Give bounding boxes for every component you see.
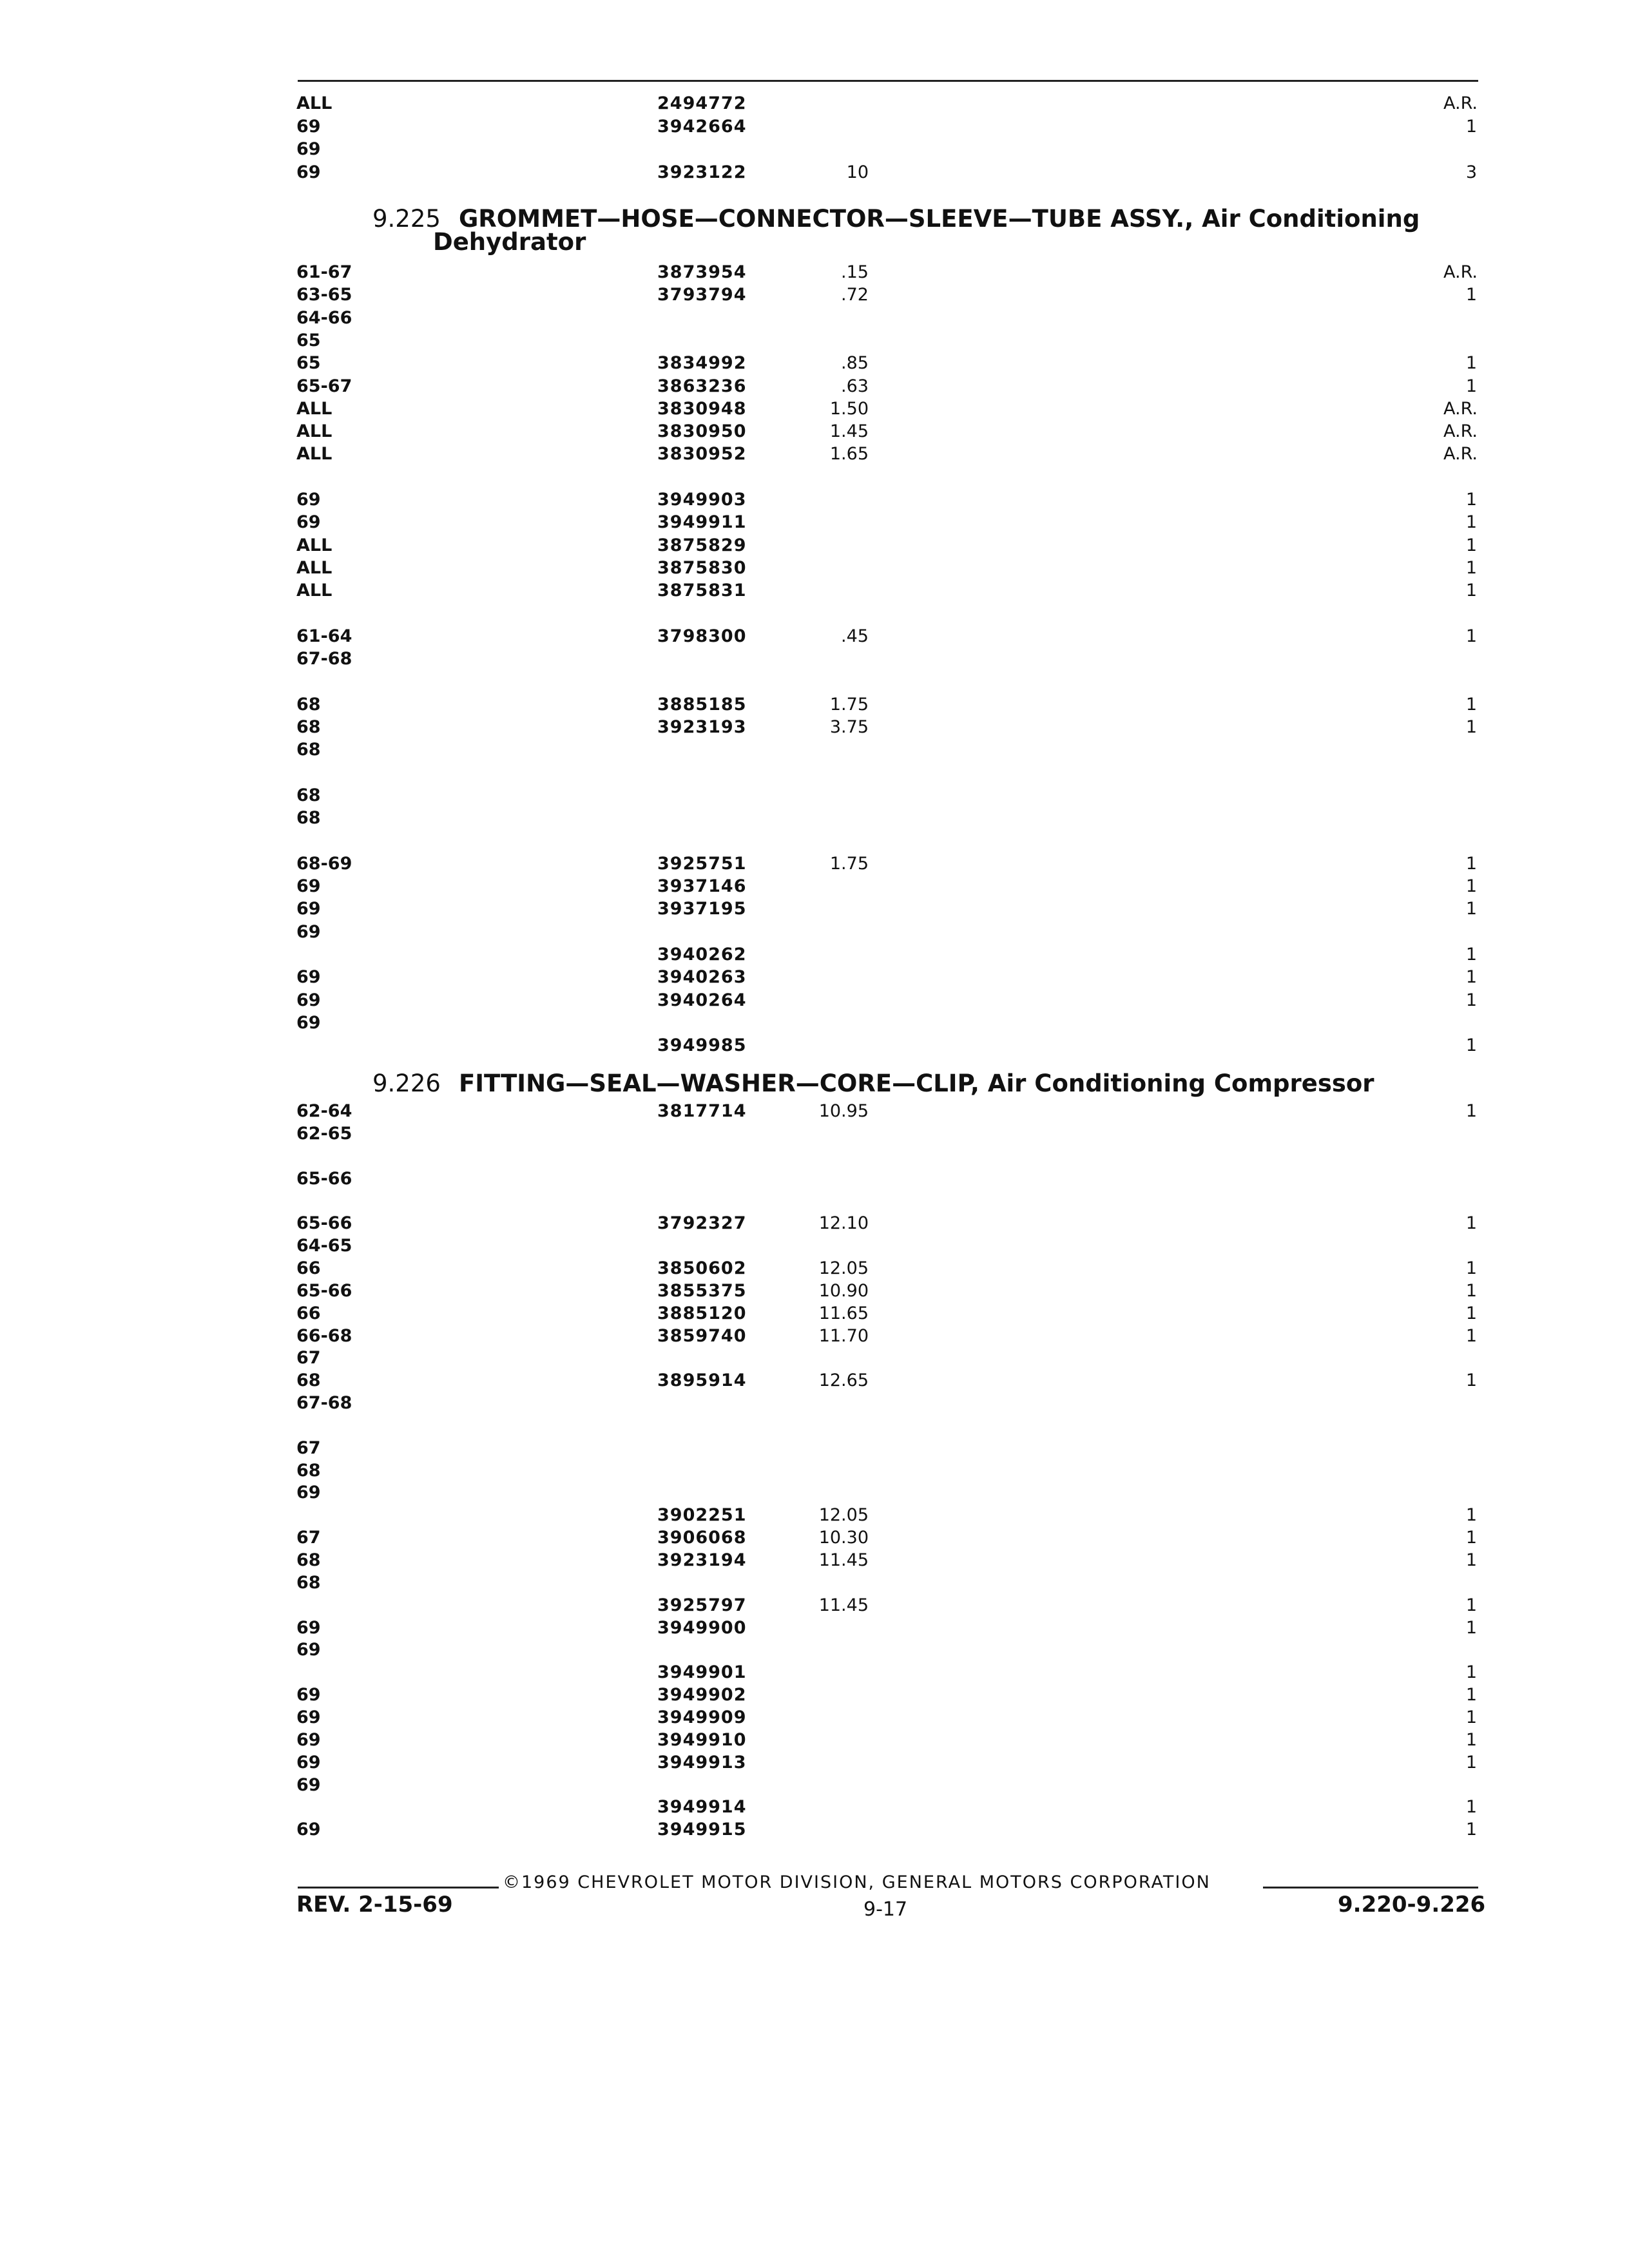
parts-row (0, 1460, 1629, 1482)
year-cell: 66 (296, 1303, 321, 1323)
part-number-cell: 3949903 (657, 490, 747, 510)
parts-row (0, 1617, 1629, 1639)
year-cell: 68 (296, 785, 321, 805)
year-cell: 69 (296, 1774, 321, 1795)
part-number-cell: 3793794 (657, 285, 747, 305)
parts-row (0, 1392, 1629, 1414)
parts-row (0, 1662, 1629, 1684)
price-cell: 10.90 (818, 1280, 869, 1301)
parts-row (0, 307, 1629, 329)
page-number: 9-17 (863, 1898, 908, 1921)
quantity-cell: 1 (1465, 967, 1477, 988)
year-cell: 67-68 (296, 1393, 352, 1414)
price-cell: 10.95 (818, 1101, 869, 1121)
quantity-cell: A.R. (1443, 262, 1478, 282)
quantity-cell: 1 (1465, 490, 1477, 510)
year-cell: 69 (296, 1729, 321, 1750)
parts-row (0, 1684, 1629, 1706)
parts-row (0, 626, 1629, 648)
parts-row (0, 1190, 1629, 1212)
parts-row (0, 1437, 1629, 1459)
part-number-cell: 3875829 (657, 535, 747, 555)
quantity-cell: A.R. (1443, 444, 1478, 465)
quantity-cell: 1 (1465, 1035, 1477, 1056)
parts-row (0, 853, 1629, 875)
quantity-cell: 1 (1465, 557, 1477, 578)
year-cell: 65-67 (296, 376, 352, 396)
parts-row (0, 1235, 1629, 1257)
quantity-cell: 1 (1465, 1662, 1477, 1683)
year-cell: ALL (296, 444, 333, 465)
year-cell: 69 (296, 1820, 321, 1840)
part-number-cell: 3859740 (657, 1325, 747, 1346)
year-cell: 69 (296, 1012, 321, 1033)
quantity-cell: 1 (1465, 353, 1477, 374)
price-cell: 10.30 (818, 1528, 869, 1548)
parts-row (0, 535, 1629, 557)
quantity-cell: 1 (1465, 876, 1477, 897)
parts-row (0, 671, 1629, 693)
quantity-cell: 1 (1465, 1797, 1477, 1818)
quantity-cell: 1 (1465, 285, 1477, 305)
quantity-cell: 1 (1465, 899, 1477, 919)
quantity-cell: 1 (1465, 694, 1477, 715)
parts-row (0, 284, 1629, 306)
year-cell: 68 (296, 717, 321, 737)
year-cell: 69 (296, 1483, 321, 1503)
price-cell: 12.65 (818, 1370, 869, 1391)
year-cell: 62-65 (296, 1123, 352, 1144)
parts-row (0, 1258, 1629, 1280)
parts-row (0, 921, 1629, 943)
quantity-cell: A.R. (1443, 93, 1478, 113)
part-number-cell: 3923193 (657, 717, 747, 737)
year-cell: 64-65 (296, 1236, 352, 1256)
part-number-cell: 2494772 (657, 93, 747, 113)
quantity-cell: 1 (1465, 1550, 1477, 1570)
part-number-cell: 3925751 (657, 853, 747, 874)
year-cell: 69 (296, 990, 321, 1010)
quantity-cell: 1 (1465, 376, 1477, 396)
year-cell: 69 (296, 1685, 321, 1706)
part-number-cell: 3949909 (657, 1707, 747, 1727)
year-cell: 69 (296, 1640, 321, 1660)
quantity-cell: 1 (1465, 116, 1477, 137)
parts-row (0, 1504, 1629, 1526)
part-number-cell: 3949915 (657, 1820, 747, 1840)
part-number-cell: 3949985 (657, 1035, 747, 1056)
quantity-cell: 1 (1465, 1752, 1477, 1773)
year-cell: 67 (296, 1437, 321, 1458)
parts-row (0, 376, 1629, 398)
parts-row (0, 716, 1629, 738)
parts-row (0, 1168, 1629, 1190)
price-cell: .85 (841, 353, 869, 374)
parts-row (0, 1123, 1629, 1145)
part-number-cell: 3949902 (657, 1685, 747, 1706)
quantity-cell: 1 (1465, 1528, 1477, 1548)
part-number-cell: 3850602 (657, 1258, 747, 1278)
parts-row (0, 398, 1629, 420)
parts-row (0, 139, 1629, 160)
parts-row (0, 1012, 1629, 1034)
parts-row (0, 1280, 1629, 1302)
price-cell: .72 (841, 285, 869, 305)
year-cell: 68 (296, 1460, 321, 1481)
price-cell: .45 (841, 626, 869, 646)
section-range: 9.220-9.226 (1338, 1892, 1486, 1917)
parts-row (0, 1819, 1629, 1841)
year-cell: 68 (296, 740, 321, 760)
parts-row (0, 330, 1629, 352)
quantity-cell: 1 (1465, 1729, 1477, 1750)
year-cell: 68 (296, 694, 321, 715)
parts-row (0, 1347, 1629, 1369)
quantity-cell: 1 (1465, 512, 1477, 533)
part-number-cell: 3949910 (657, 1729, 747, 1750)
quantity-cell: 1 (1465, 990, 1477, 1010)
part-number-cell: 3885120 (657, 1303, 747, 1323)
quantity-cell: 3 (1465, 162, 1477, 182)
part-number-cell: 3923122 (657, 162, 747, 182)
year-cell: 64-66 (296, 307, 352, 328)
price-cell: 1.75 (829, 694, 869, 715)
parts-row (0, 1572, 1629, 1594)
year-cell: 63-65 (296, 285, 352, 305)
year-cell: 67 (296, 1528, 321, 1548)
parts-row (0, 93, 1629, 115)
price-cell: 10 (846, 162, 869, 182)
part-number-cell: 3875831 (657, 581, 747, 601)
parts-row (0, 162, 1629, 184)
year-cell: ALL (296, 421, 333, 442)
year-cell: 69 (296, 490, 321, 510)
part-number-cell: 3949900 (657, 1617, 747, 1638)
parts-row (0, 1303, 1629, 1325)
parts-row (0, 603, 1629, 625)
year-cell: 69 (296, 967, 321, 988)
parts-row (0, 648, 1629, 670)
quantity-cell: 1 (1465, 945, 1477, 965)
parts-row (0, 1752, 1629, 1774)
parts-row (0, 557, 1629, 579)
parts-row (0, 1595, 1629, 1617)
price-cell: 12.10 (818, 1213, 869, 1234)
year-cell: 62-64 (296, 1101, 352, 1121)
year-cell: 68 (296, 1370, 321, 1391)
parts-row (0, 1729, 1629, 1751)
parts-row (0, 694, 1629, 716)
part-number-cell: 3949911 (657, 512, 747, 533)
year-cell: 66 (296, 1258, 321, 1278)
quantity-cell: 1 (1465, 1595, 1477, 1615)
year-cell: 69 (296, 116, 321, 137)
part-number-cell: 3902251 (657, 1505, 747, 1526)
year-cell: 69 (296, 876, 321, 897)
part-number-cell: 3925797 (657, 1595, 747, 1615)
part-number-cell: 3830948 (657, 398, 747, 419)
year-cell: 65 (296, 330, 321, 351)
parts-row (0, 1796, 1629, 1818)
footer-rule-right (1263, 1887, 1478, 1888)
part-number-cell: 3949913 (657, 1752, 747, 1773)
quantity-cell: 1 (1465, 626, 1477, 646)
parts-row (0, 466, 1629, 488)
year-cell: 61-64 (296, 626, 352, 646)
year-cell: ALL (296, 535, 333, 555)
parts-row (0, 1774, 1629, 1796)
part-number-cell: 3830952 (657, 444, 747, 465)
parts-row (0, 262, 1629, 284)
parts-row (0, 944, 1629, 966)
section-title: GROMMET—HOSE—CONNECTOR—SLEEVE—TUBE ASSY., Air Conditioning (458, 205, 1420, 233)
revision-date: REV. 2-15-69 (296, 1892, 453, 1917)
parts-row (0, 1370, 1629, 1392)
parts-row (0, 1639, 1629, 1661)
year-cell: 69 (296, 921, 321, 942)
price-cell: 3.75 (829, 717, 869, 737)
quantity-cell: 1 (1465, 1325, 1477, 1346)
year-cell: 68 (296, 1550, 321, 1570)
year-cell: 69 (296, 1617, 321, 1638)
quantity-cell: 1 (1465, 1617, 1477, 1638)
section-title: FITTING—SEAL—WASHER—CORE—CLIP, Air Conditioning Compressor (458, 1070, 1374, 1097)
price-cell: .63 (841, 376, 869, 396)
year-cell: 66-68 (296, 1325, 352, 1346)
parts-row (0, 489, 1629, 511)
price-cell: 1.65 (829, 444, 869, 465)
parts-row (0, 580, 1629, 602)
part-number-cell: 3792327 (657, 1213, 747, 1234)
price-cell: 1.75 (829, 853, 869, 874)
quantity-cell: 1 (1465, 1505, 1477, 1526)
parts-row (0, 966, 1629, 988)
year-cell: 68-69 (296, 853, 352, 874)
quantity-cell: A.R. (1443, 421, 1478, 442)
quantity-cell: 1 (1465, 1280, 1477, 1301)
year-cell: 65-66 (296, 1213, 352, 1234)
part-number-cell: 3940264 (657, 990, 747, 1010)
section-number: 9.225 (372, 205, 441, 233)
parts-row (0, 785, 1629, 807)
footer-rule-left (298, 1887, 499, 1888)
quantity-cell: 1 (1465, 1258, 1477, 1278)
part-number-cell: 3830950 (657, 421, 747, 442)
parts-row (0, 421, 1629, 443)
part-number-cell: 3942664 (657, 116, 747, 137)
part-number-cell: 3875830 (657, 557, 747, 578)
parts-row (0, 990, 1629, 1012)
year-cell: 68 (296, 808, 321, 829)
parts-row (0, 512, 1629, 533)
parts-row (0, 1035, 1629, 1057)
part-number-cell: 3895914 (657, 1370, 747, 1391)
parts-row (0, 1325, 1629, 1347)
part-number-cell: 3873954 (657, 262, 747, 282)
parts-row (0, 876, 1629, 898)
year-cell: 67-68 (296, 649, 352, 669)
price-cell: 12.05 (818, 1505, 869, 1526)
parts-row (0, 443, 1629, 465)
part-number-cell: 3817714 (657, 1101, 747, 1121)
section-9225-subtitle: Dehydrator (433, 228, 586, 256)
quantity-cell: 1 (1465, 581, 1477, 601)
section-9226-title (372, 1070, 1374, 1098)
parts-row (0, 1100, 1629, 1122)
parts-row (0, 1527, 1629, 1549)
quantity-cell: 1 (1465, 1303, 1477, 1323)
part-number-cell: 3940263 (657, 967, 747, 988)
quantity-cell: 1 (1465, 1370, 1477, 1391)
year-cell: ALL (296, 398, 333, 419)
part-number-cell: 3949901 (657, 1662, 747, 1683)
year-cell: ALL (296, 557, 333, 578)
year-cell: 68 (296, 1572, 321, 1593)
parts-row (0, 1550, 1629, 1571)
parts-row (0, 116, 1629, 138)
parts-row (0, 807, 1629, 829)
year-cell: 69 (296, 139, 321, 159)
part-number-cell: 3834992 (657, 353, 747, 374)
parts-row (0, 1146, 1629, 1168)
quantity-cell: 1 (1465, 853, 1477, 874)
year-cell: 65 (296, 353, 321, 374)
price-cell: 1.45 (829, 421, 869, 442)
parts-row (0, 898, 1629, 920)
part-number-cell: 3949914 (657, 1797, 747, 1818)
price-cell: 11.65 (818, 1303, 869, 1323)
part-number-cell: 3937195 (657, 899, 747, 919)
year-cell: 65-66 (296, 1280, 352, 1301)
price-cell: .15 (841, 262, 869, 282)
part-number-cell: 3940262 (657, 945, 747, 965)
part-number-cell: 3798300 (657, 626, 747, 646)
year-cell: 69 (296, 1752, 321, 1773)
parts-row (0, 1482, 1629, 1504)
price-cell: 12.05 (818, 1258, 869, 1278)
year-cell: 69 (296, 162, 321, 182)
top-rule (298, 80, 1478, 82)
parts-row (0, 739, 1629, 761)
year-cell: 69 (296, 899, 321, 919)
price-cell: 1.50 (829, 398, 869, 419)
quantity-cell: 1 (1465, 1707, 1477, 1727)
copyright-line: ©1969 CHEVROLET MOTOR DIVISION, GENERAL MOTORS CORPORATION (503, 1872, 1211, 1892)
year-cell: ALL (296, 93, 333, 113)
price-cell: 11.45 (818, 1550, 869, 1570)
parts-row (0, 831, 1629, 852)
parts-row (0, 1415, 1629, 1437)
parts-row (0, 1213, 1629, 1235)
quantity-cell: 1 (1465, 1685, 1477, 1706)
year-cell: 69 (296, 512, 321, 533)
quantity-cell: 1 (1465, 1820, 1477, 1840)
quantity-cell: A.R. (1443, 398, 1478, 419)
part-number-cell: 3923194 (657, 1550, 747, 1570)
part-number-cell: 3855375 (657, 1280, 747, 1301)
quantity-cell: 1 (1465, 1213, 1477, 1234)
part-number-cell: 3863236 (657, 376, 747, 396)
part-number-cell: 3906068 (657, 1528, 747, 1548)
year-cell: 65-66 (296, 1168, 352, 1189)
year-cell: 69 (296, 1707, 321, 1727)
part-number-cell: 3937146 (657, 876, 747, 897)
year-cell: 61-67 (296, 262, 352, 282)
parts-row (0, 762, 1629, 784)
quantity-cell: 1 (1465, 535, 1477, 555)
parts-row (0, 352, 1629, 374)
quantity-cell: 1 (1465, 1101, 1477, 1121)
year-cell: 67 (296, 1348, 321, 1369)
quantity-cell: 1 (1465, 717, 1477, 737)
price-cell: 11.45 (818, 1595, 869, 1615)
parts-row (0, 1707, 1629, 1729)
section-number: 9.226 (372, 1070, 441, 1097)
part-number-cell: 3885185 (657, 694, 747, 715)
year-cell: ALL (296, 581, 333, 601)
price-cell: 11.70 (818, 1325, 869, 1346)
